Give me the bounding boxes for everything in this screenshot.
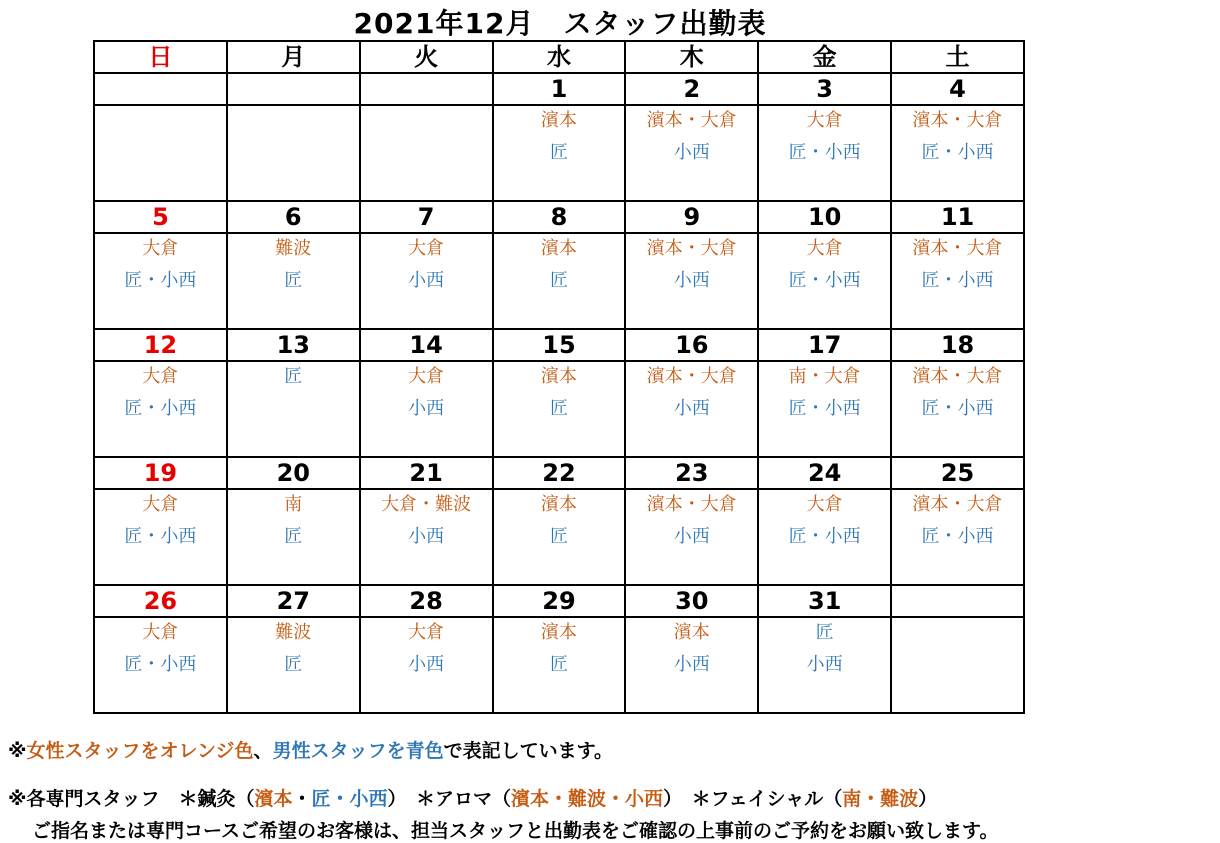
date-row: [94, 329, 1024, 361]
male-staff: 小西: [408, 398, 445, 419]
female-staff: 濱本・大倉: [646, 366, 737, 387]
date-cell: 27: [227, 585, 360, 617]
female-staff: 南: [284, 494, 303, 515]
male-staff: 匠・小西: [921, 270, 994, 291]
staff-cell: [625, 361, 758, 457]
date-cell: 22: [493, 457, 626, 489]
date-row: [94, 457, 1024, 489]
staff-cell: [758, 105, 891, 201]
female-staff: 大倉・難波: [381, 494, 472, 515]
female-staff: 大倉: [142, 494, 179, 515]
male-staff: [95, 142, 226, 164]
staff-cell: [94, 361, 227, 457]
weekday-thu: 木: [625, 41, 758, 73]
color-legend-note: [8, 736, 613, 763]
male-staff: 匠: [549, 654, 568, 675]
staff-cell: [891, 105, 1024, 201]
date-cell: 31: [758, 585, 891, 617]
male-staff: 匠・小西: [788, 398, 861, 419]
date-cell: [891, 585, 1024, 617]
date-cell: 18: [891, 329, 1024, 361]
date-cell: 7: [360, 201, 493, 233]
date-cell: 30: [625, 585, 758, 617]
female-staff: 濱本: [540, 110, 577, 131]
staff-row: [94, 617, 1024, 713]
staff-row: [94, 489, 1024, 585]
staff-cell: [94, 233, 227, 329]
male-staff: 匠: [549, 526, 568, 547]
acupuncture-separator: ・: [292, 788, 312, 810]
male-staff: 匠・小西: [788, 142, 861, 163]
male-staff: 匠・小西: [124, 654, 197, 675]
facial-label: ） ＊フェイシャル（: [663, 788, 843, 810]
legend-suffix: で表記しています。: [443, 740, 614, 762]
female-staff: [361, 110, 492, 132]
staff-cell: [493, 233, 626, 329]
male-staff: 小西: [408, 526, 445, 547]
staff-cell: [360, 105, 493, 201]
male-staff: 匠: [284, 526, 303, 547]
staff-cell: [227, 489, 360, 585]
date-cell: 26: [94, 585, 227, 617]
staff-cell: [227, 361, 360, 457]
female-staff: 濱本: [540, 494, 577, 515]
date-cell: [94, 73, 227, 105]
male-staff: 小西: [673, 654, 710, 675]
date-cell: 20: [227, 457, 360, 489]
weekday-tue: 火: [360, 41, 493, 73]
staff-cell: [891, 489, 1024, 585]
male-staff: [892, 654, 1023, 676]
date-row: [94, 201, 1024, 233]
staff-cell: [758, 233, 891, 329]
weekday-wed: 水: [493, 41, 626, 73]
staff-row: [94, 233, 1024, 329]
staff-cell: [227, 233, 360, 329]
date-row: [94, 73, 1024, 105]
date-cell: 19: [94, 457, 227, 489]
male-staff: [361, 142, 492, 164]
male-staff: 小西: [673, 142, 710, 163]
weekday-sun: 日: [94, 41, 227, 73]
male-staff: 匠: [549, 270, 568, 291]
male-staff: 匠: [815, 622, 834, 643]
male-staff: 小西: [806, 654, 843, 675]
male-staff: 匠・小西: [788, 270, 861, 291]
male-legend: 男性スタッフを青色: [272, 740, 444, 762]
female-staff: 濱本・大倉: [912, 494, 1003, 515]
facial-close: ）: [918, 788, 938, 810]
staff-cell: [94, 617, 227, 713]
female-staff: 難波: [275, 238, 312, 259]
male-staff: 匠: [549, 398, 568, 419]
female-staff: 大倉: [806, 110, 843, 131]
date-cell: 1: [493, 73, 626, 105]
weekday-mon: 月: [227, 41, 360, 73]
staff-cell: [227, 617, 360, 713]
date-cell: 4: [891, 73, 1024, 105]
female-staff: 濱本: [673, 622, 710, 643]
date-cell: [227, 73, 360, 105]
date-cell: 29: [493, 585, 626, 617]
staff-cell: [891, 617, 1024, 713]
male-staff: [228, 142, 359, 164]
staff-cell: [625, 105, 758, 201]
date-cell: 5: [94, 201, 227, 233]
aroma-staff: 濱本・難波・小西: [511, 788, 664, 810]
aroma-label: ） ＊アロマ（: [387, 788, 512, 810]
female-staff: 濱本・大倉: [646, 238, 737, 259]
female-staff: 大倉: [142, 238, 179, 259]
male-staff: 小西: [408, 270, 445, 291]
acupuncture-male: 匠・小西: [311, 788, 388, 810]
reservation-note: ご指名または専門コースご希望のお客様は、担当スタッフと出勤表をご確認の上事前のご予約をお願い致します。: [32, 820, 999, 842]
female-staff: 濱本・大倉: [912, 238, 1003, 259]
date-cell: 16: [625, 329, 758, 361]
male-staff: 匠・小西: [124, 270, 197, 291]
female-staff: 大倉: [408, 366, 445, 387]
staff-row: [94, 361, 1024, 457]
acupuncture-female: 濱本: [254, 788, 293, 810]
staff-cell: [625, 617, 758, 713]
date-cell: 24: [758, 457, 891, 489]
date-cell: 25: [891, 457, 1024, 489]
date-cell: 9: [625, 201, 758, 233]
female-staff: [892, 622, 1023, 644]
weekday-fri: 金: [758, 41, 891, 73]
male-staff: 匠: [549, 142, 568, 163]
note-mark: ※: [8, 740, 27, 762]
acupuncture-label: ※各専門スタッフ ＊鍼灸（: [8, 788, 255, 810]
male-staff: 匠: [284, 654, 303, 675]
staff-cell: [360, 489, 493, 585]
date-row: [94, 585, 1024, 617]
female-staff: 濱本・大倉: [912, 110, 1003, 131]
date-cell: 13: [227, 329, 360, 361]
male-staff: 小西: [408, 654, 445, 675]
staff-cell: [360, 617, 493, 713]
date-cell: 23: [625, 457, 758, 489]
female-staff: 濱本: [540, 366, 577, 387]
female-staff: 大倉: [142, 622, 179, 643]
staff-cell: [493, 617, 626, 713]
date-cell: 6: [227, 201, 360, 233]
date-cell: 11: [891, 201, 1024, 233]
staff-cell: [625, 489, 758, 585]
date-cell: 17: [758, 329, 891, 361]
female-staff: 濱本: [540, 238, 577, 259]
female-staff: [228, 110, 359, 132]
male-staff: 小西: [673, 398, 710, 419]
staff-cell: [493, 105, 626, 201]
date-cell: 15: [493, 329, 626, 361]
weekday-header-row: [94, 41, 1024, 73]
staff-cell: [94, 105, 227, 201]
facial-staff: 南・難波: [842, 788, 919, 810]
staff-cell: [493, 489, 626, 585]
date-cell: 8: [493, 201, 626, 233]
female-staff: 大倉: [806, 238, 843, 259]
staff-row: [94, 105, 1024, 201]
male-staff: 匠・小西: [124, 398, 197, 419]
date-cell: 28: [360, 585, 493, 617]
specialist-note: [8, 784, 937, 811]
date-cell: 12: [94, 329, 227, 361]
staff-cell: [891, 233, 1024, 329]
male-staff: 匠・小西: [921, 142, 994, 163]
date-cell: 10: [758, 201, 891, 233]
female-staff: 大倉: [806, 494, 843, 515]
female-staff: 大倉: [142, 366, 179, 387]
staff-cell: [758, 489, 891, 585]
date-cell: 14: [360, 329, 493, 361]
female-staff: 濱本・大倉: [646, 110, 737, 131]
male-staff: 匠・小西: [921, 398, 994, 419]
staff-cell: [758, 361, 891, 457]
female-staff: 南・大倉: [788, 366, 861, 387]
weekday-sat: 土: [891, 41, 1024, 73]
female-staff: 濱本: [540, 622, 577, 643]
male-staff: 小西: [673, 526, 710, 547]
male-staff: [228, 398, 359, 420]
female-staff: 大倉: [408, 238, 445, 259]
female-staff: 濱本・大倉: [646, 494, 737, 515]
staff-cell: [758, 617, 891, 713]
date-cell: 3: [758, 73, 891, 105]
female-staff: 濱本・大倉: [912, 366, 1003, 387]
staff-cell: [227, 105, 360, 201]
staff-cell: [360, 361, 493, 457]
female-legend: 女性スタッフをオレンジ色: [26, 740, 254, 762]
staff-cell: [493, 361, 626, 457]
staff-cell: [891, 361, 1024, 457]
staff-cell: [625, 233, 758, 329]
staff-calendar: [93, 40, 1025, 714]
female-staff: [95, 110, 226, 132]
male-staff: 匠・小西: [921, 526, 994, 547]
date-cell: [360, 73, 493, 105]
male-staff: 匠・小西: [788, 526, 861, 547]
male-staff: 匠: [284, 270, 303, 291]
female-staff: 難波: [275, 622, 312, 643]
date-cell: 21: [360, 457, 493, 489]
female-staff: 大倉: [408, 622, 445, 643]
male-staff: 小西: [673, 270, 710, 291]
staff-cell: [360, 233, 493, 329]
legend-separator: 、: [253, 740, 273, 762]
male-staff: 匠: [284, 366, 303, 387]
staff-cell: [94, 489, 227, 585]
page-title: 2021年12月 スタッフ出勤表: [353, 7, 767, 40]
male-staff: 匠・小西: [124, 526, 197, 547]
date-cell: 2: [625, 73, 758, 105]
